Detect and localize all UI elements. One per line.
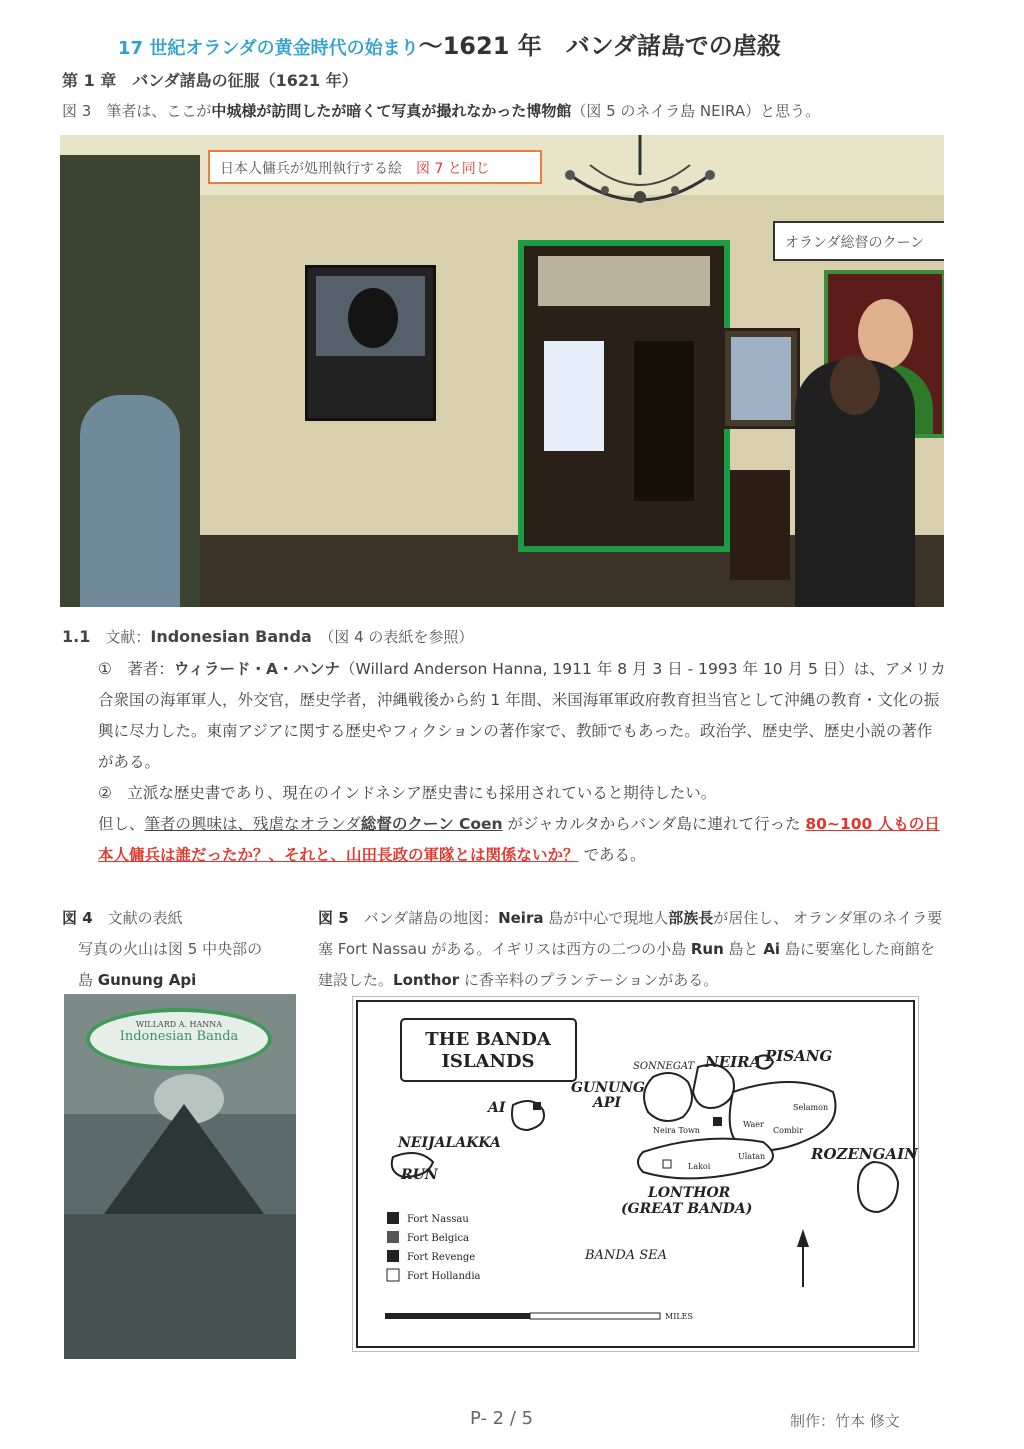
photo-left-person [80, 395, 180, 607]
figure5-text-d: 島と [723, 940, 764, 958]
door-dark [634, 341, 694, 501]
ship-painting-inner [731, 337, 791, 420]
painting-tree [348, 288, 398, 348]
p1-author: ウィラード・A・ハンナ [173, 660, 340, 678]
figure5-lonthor: Lonthor [393, 971, 460, 989]
figure4-caption [62, 903, 302, 996]
p1-body: （Willard Anderson Hanna, 1911 年 8 月 3 日 - 1993 年 10 月 5 日）は、アメリカ合衆国の海軍軍人，外交官，歴史学者，沖縄戦後から約 1 年間、米国海軍軍政府教育担当官として沖縄の教育・文化の振興に尽力した。東南アジアに関する歴史やフィクションの著作家で、教師でもあった。政治学、歴史学、歴史小説の著作がある。 [98, 660, 946, 771]
title-main: ～1621 年 バンダ諸島での虐殺 [418, 32, 781, 60]
banda-map-svg [353, 997, 918, 1351]
section-ref: （図 4 の表紙を参照） [311, 628, 474, 646]
book-cover [64, 994, 296, 1359]
map-label-great-banda: (GREAT BANDA) [621, 1201, 753, 1217]
book-cover-sea [64, 1214, 296, 1359]
book-title: Indonesian Banda [119, 1029, 239, 1044]
p3-middle: がジャカルタからバンダ島に連れて行った [502, 815, 806, 833]
north-arrow-head-icon [797, 1229, 809, 1247]
map-label-neira: NEIRA [705, 1053, 762, 1071]
legend-0: Fort Nassau [407, 1214, 469, 1225]
scale-bar-light [530, 1313, 660, 1319]
map-label-rozengain: ROZENGAIN [811, 1145, 918, 1163]
legend-nassau-icon [387, 1212, 399, 1224]
execution-painting [305, 265, 436, 421]
chair [730, 470, 790, 580]
legend-1: Fort Belgica [407, 1233, 470, 1244]
figure5-text-e: 島に要塞化した商館を建設した。 [318, 940, 935, 989]
green-doorway [518, 240, 730, 552]
p3-underline-text: 筆者の興味は、残虐なオランダ [144, 815, 361, 833]
fort-nassau-icon [713, 1117, 722, 1126]
figure4-line3: 島 [78, 971, 98, 989]
page-number: P- 2 / 5 [470, 1408, 534, 1429]
figure4-line2: 写真の火山は図 5 中央部の [78, 940, 263, 958]
scale-bar-dark [385, 1313, 530, 1319]
paragraph-author [98, 654, 946, 778]
figure3-caption-bold: 中城様が訪問したが暗くて写真が撮れなかった博物館 [211, 102, 572, 120]
figure5-run: Run [690, 940, 724, 958]
p1-prefix: ① 著者： [98, 660, 174, 678]
ship-painting [722, 328, 800, 429]
map-label-lonthor: LONTHOR [648, 1185, 731, 1201]
figure3-caption-text-b: （図 5 のネイラ島 NEIRA）と思う。 [571, 102, 821, 120]
figure5-neira: Neira [498, 909, 544, 927]
figure3-caption-text-a: 筆者は、ここが [91, 102, 212, 120]
map-label-selamon: Selamon [793, 1103, 829, 1112]
map-title-1: THE BANDA [425, 1029, 551, 1050]
map-island-neira [693, 1065, 734, 1108]
p3-prefix: 但し、 [98, 815, 145, 833]
map-island-rozengain [858, 1162, 898, 1212]
map-label-waer: Waer [743, 1120, 764, 1129]
map-label-neijalakka: NEIJALAKKA [398, 1135, 501, 1151]
fort-hollandia-icon [663, 1160, 671, 1168]
figure4-line3-bold: Gunung Api [97, 971, 197, 989]
figure5-text-b: 島が中心で現地人 [543, 909, 669, 927]
figure3-caption [62, 100, 820, 121]
map-label-combir: Combir [773, 1126, 804, 1135]
legend-2: Fort Revenge [407, 1252, 476, 1263]
figure5-text-a: バンダ諸島の地図： [348, 909, 499, 927]
figure5-text-c: が居住し、 オランダ軍のネイラ要塞 Fort Nassau がある。イギリスは西方の二つの小島 [318, 909, 943, 958]
door-transom [538, 256, 710, 306]
map-label-sonnegat: SONNEGAT [633, 1061, 695, 1072]
p3-highlight: 80~100 人もの日本人傭兵は誰だったか？、それと、山田長政の軍隊とは関係ないか？ [98, 815, 940, 864]
banda-map [352, 996, 919, 1352]
chapter-heading: 第 1 章 バンダ諸島の征服（1621 年） [62, 71, 358, 90]
book-title-oval [86, 1008, 272, 1070]
legend-3: Fort Hollandia [407, 1271, 481, 1282]
figure5-caption [318, 903, 948, 996]
author-credit: 制作：竹本 修文 [790, 1412, 900, 1430]
map-label-lakoi: Lakoi [688, 1162, 711, 1171]
figure5-chief: 部族長 [668, 909, 714, 927]
coen-callout: オランダ総督のクーン [773, 221, 944, 261]
map-label-neira-town: Neira Town [653, 1126, 700, 1135]
execution-callout [208, 150, 542, 184]
map-island-gunung-api [644, 1073, 692, 1121]
p3-suffix: である。 [578, 846, 646, 864]
map-label-api: API [593, 1095, 621, 1111]
map-label-run: RUN [401, 1167, 438, 1183]
figure5-text-f: に香辛料のプランテーションがある。 [459, 971, 719, 989]
document-title [118, 26, 781, 61]
map-title-2: ISLANDS [441, 1051, 535, 1072]
paragraph-evaluation: ② 立派な歴史書であり、現在のインドネシア歴史書にも採用されていると期待したい。 [98, 784, 717, 802]
figure4-label: 図 4 [62, 909, 93, 927]
visitor-head [830, 355, 880, 415]
scale-label: MILES [665, 1312, 693, 1321]
chandelier-icon [550, 135, 730, 225]
p3-underline [145, 815, 503, 833]
title-prefix: 17 世紀オランダの黄金時代の始まり [118, 38, 419, 59]
section-heading [62, 626, 473, 647]
map-label-banda-sea: BANDA SEA [585, 1248, 668, 1263]
legend-hollandia-icon [387, 1269, 399, 1281]
map-label-ai: AI [488, 1100, 506, 1116]
section-number: 1.1 [62, 627, 91, 646]
execution-callout-text: 日本人傭兵が処刑執行する絵 [220, 161, 416, 177]
legend-belgica-icon [387, 1231, 399, 1243]
figure3-label: 図 3 [62, 102, 92, 120]
legend-revenge-icon [387, 1250, 399, 1262]
p3-coen: 総督のクーン Coen [360, 815, 503, 833]
figure5-ai: Ai [763, 940, 781, 958]
figure4-line1: 文献の表紙 [92, 909, 183, 927]
book-author: WILLARD A. HANNA [135, 1020, 223, 1029]
door-light [544, 341, 604, 451]
visitor-person [795, 360, 915, 607]
volcano-icon [104, 1104, 264, 1214]
section-label: 文献： [90, 628, 151, 646]
paragraph-interest [98, 809, 946, 871]
fort-revenge-icon [533, 1102, 541, 1110]
execution-callout-ref: 図 7 と同じ [416, 161, 490, 177]
figure5-label: 図 5 [318, 909, 349, 927]
museum-photo [60, 135, 944, 607]
map-label-pisang: PISANG [765, 1047, 833, 1065]
section-book-title: Indonesian Banda [150, 627, 312, 646]
map-label-gunung: GUNUNG [571, 1080, 645, 1096]
map-label-ulatan: Ulatan [738, 1152, 766, 1161]
